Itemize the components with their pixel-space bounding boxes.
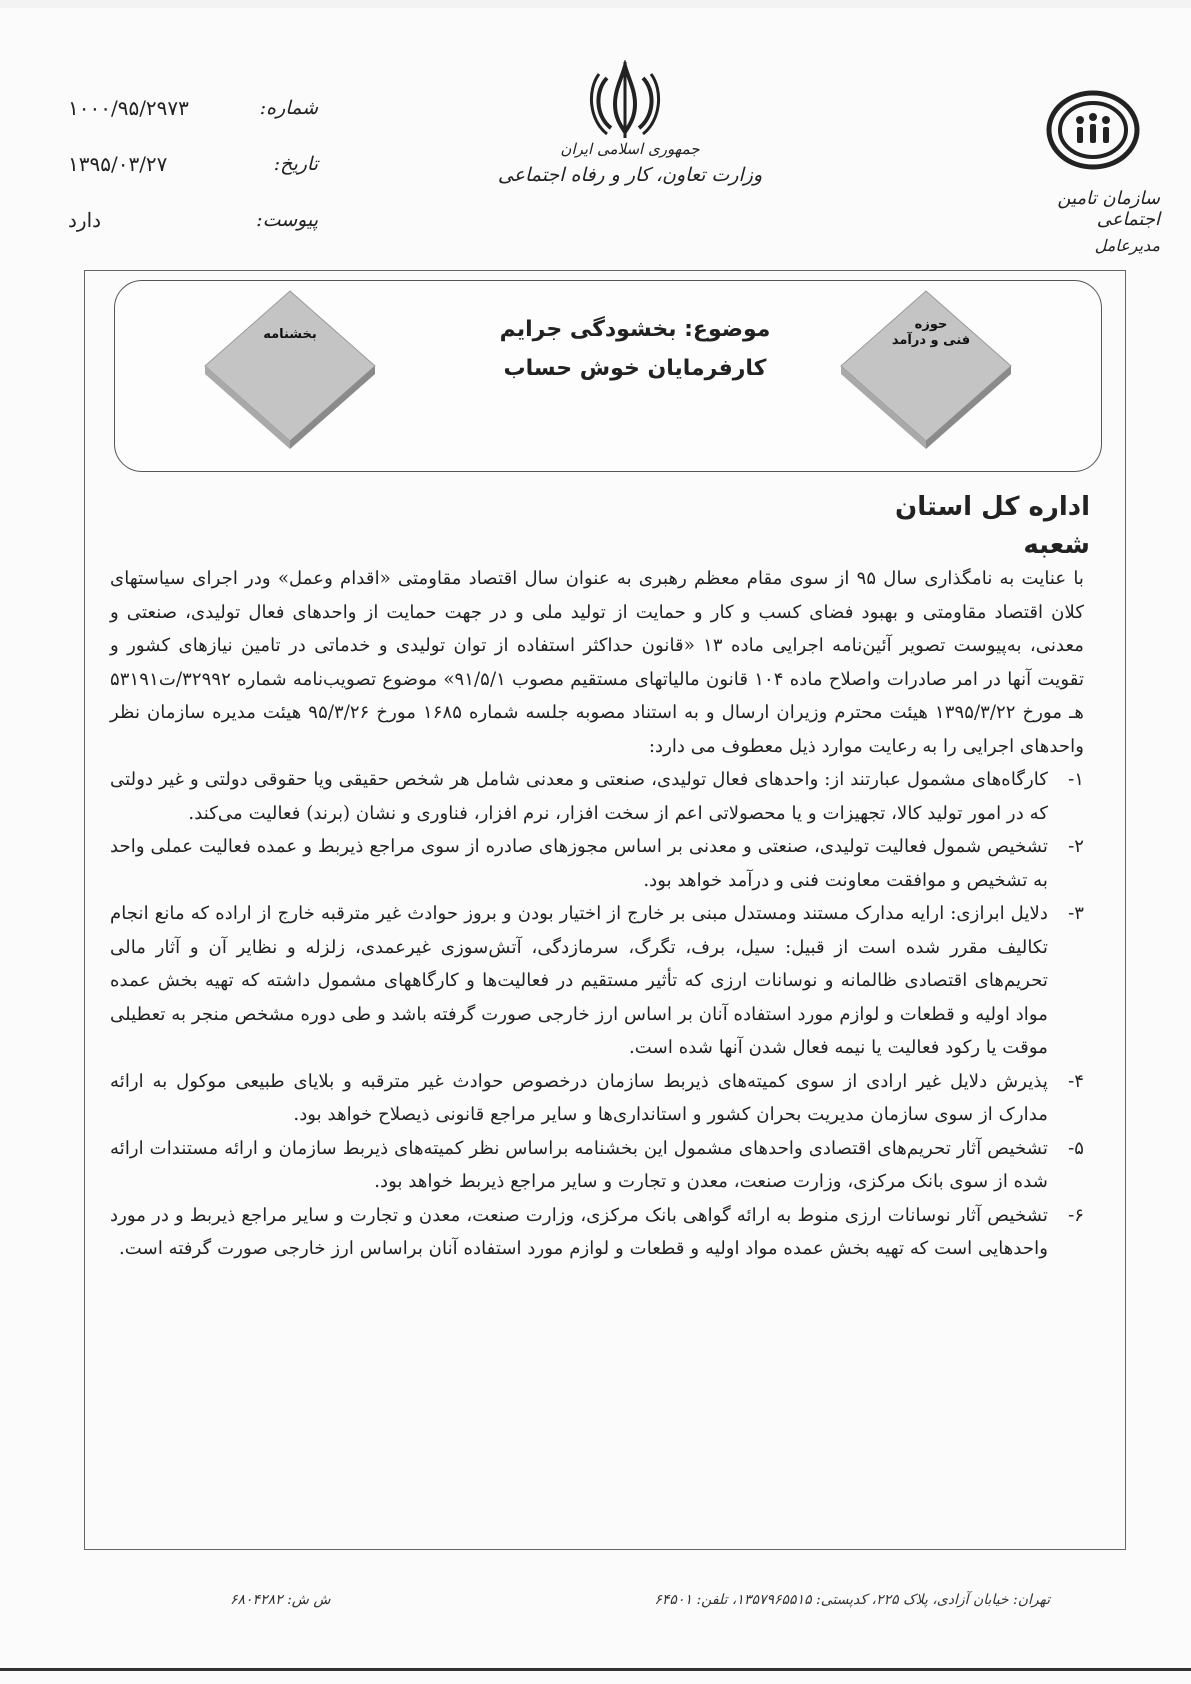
list-item (110, 897, 1084, 1065)
item-number: ۱- (1068, 769, 1084, 790)
footer-address: تهران: خیابان آزادی، پلاک ۲۲۵، کدپستی: ۱۳۵۷۹۶۵۵۱۵، تلفن: ۶۴۵۰۱ (654, 1592, 1050, 1608)
item-number: ۶- (1068, 1204, 1084, 1226)
item-text: پذیرش دلایل غیر ارادی از سوی کمیته‌های ذیربط سازمان درخصوص حوادث غیر مترقبه و بلایای طبیعی موکول به ارائه مدارک از سوی سازمان مدیریت بحران کشور و استانداری‌ها و سایر مراجع قانونی ذیصلاح خواهد بود. (110, 1070, 1048, 1125)
addressee-line2: شعبه (1023, 530, 1090, 560)
item-text: کارگاه‌های مشمول عبارتند از: واحدهای فعال تولیدی، صنعتی و معدنی شامل هر شخص حقیقی ویا حقوقی دولتی و غیر دولتی که در امور تولید کالا، تجهیزات و یا محصولاتی اعم از سخت افزار، نرم افزار، فناوری و نشان (برند) فعالیت می‌کند. (110, 769, 1048, 824)
top-scan-edge (0, 0, 1191, 8)
subject-block (455, 317, 815, 381)
department-label (881, 317, 981, 349)
social-security-logo-icon (1046, 90, 1140, 170)
organization-position: مدیرعامل (1094, 236, 1160, 255)
bottom-scan-edge (0, 1668, 1191, 1671)
ministry-name: وزارت تعاون، کار و رفاه اجتماعی (497, 164, 763, 186)
item-number: ۵- (1068, 1137, 1084, 1159)
item-text: تشخیص آثار تحریم‌های اقتصادی واحدهای مشمول این بخشنامه براساس نظر کمیته‌های ذیربط سازمان و ارائه مستندات ارائه شده از سوی بانک مرکزی، وزارت صنعت، معدن و تجارت و سایر مراجع ذیربط خواهد بود. (110, 1137, 1048, 1192)
letter-body (110, 562, 1084, 1266)
circular-label: بخشنامه (263, 327, 317, 342)
letter-meta (58, 80, 318, 248)
iran-emblem-icon (585, 60, 665, 140)
number-label: شماره: (259, 97, 318, 119)
attachment-row (58, 192, 318, 248)
list-item (110, 1199, 1084, 1266)
organization-name: سازمان تامین اجتماعی (1057, 188, 1160, 230)
item-text: تشخیص شمول فعالیت تولیدی، صنعتی و معدنی بر اساس مجوزهای صادره از سوی مراجع ذیربط و عمده فعالیت عملی واحد به تشخیص و موافقت معاونت فنی و درآمد خواهد بود. (110, 836, 1048, 891)
date-value: ۱۳۹۵/۰۳/۲۷ (68, 152, 168, 176)
country-name: جمهوری اسلامی ایران (560, 140, 700, 158)
attachment-label: پیوست: (256, 209, 318, 231)
number-value: ۱۰۰۰/۹۵/۲۹۷۳ (68, 96, 189, 120)
item-number: ۲- (1068, 836, 1084, 857)
footer-code: ش ش: ۶۸۰۴۲۸۲ (230, 1592, 331, 1608)
government-header (470, 140, 790, 186)
item-text: دلایل ابرازی: ارایه مدارک مستند ومستدل مبنی بر خارج از اختیار بودن و بروز حوادث غیر مترقبه خارج از اراده که مانع انجام تکالیف مقرر شده است از قبیل: سیل، برف، تگرگ، سرمازدگی، آتش‌سوزی غیرعمدی، زلزله و نظایر آن و آثار مالی تحریم‌های اقتصادی ظالمانه و نوسانات ارزی که تأثیر مستقیم در فعالیت‌ها و کارگاههای مشمول داشته که تهیه بخش عمده مواد اولیه و قطعات و لوازم مورد استفاده آنان بر اساس ارز خارجی صورت گرفته باشد و طی دوره مشخص منجر به تعطیلی موقت یا رکود فعالیت یا نیمه فعال شدن آنها شده است. (110, 903, 1048, 1058)
intro-paragraph: با عنایت به نامگذاری سال ۹۵ از سوی مقام معظم رهبری به عنوان سال اقتصاد مقاومتی «اقدام وعمل» ودر اجرای سیاستهای کلان اقتصاد مقاومتی و بهبود فضای کسب و کار و حمایت از تولید ملی و در جهت حمایت از واحدهای فعال تولیدی، صنعتی و معدنی، به‌پیوست تصویر آئین‌نامه اجرایی ماده ۱۳ «قانون حداکثر استفاده از توان تولیدی و خدماتی در تامین نیازهای کشور و تقویت آنها در امر صادرات واصلاح ماده ۱۰۴ قانون مالیاتهای مستقیم مصوب ۹۱/۵/۱» موضوع تصویب‌نامه شماره ۳۲۹۹۲/ت۵۳۱۹۱ هـ مورخ ۱۳۹۵/۳/۲۲ هیئت محترم وزیران ارسال و به استناد مصوبه جلسه شماره ۱۶۸۵ مورخ ۹۵/۳/۲۶ هیئت مدیره سازمان نظر واحدهای اجرایی را به رعایت موارد ذیل معطوف می دارد: (110, 568, 1085, 757)
date-row (58, 136, 318, 192)
list-item (110, 1065, 1084, 1132)
number-row (58, 80, 318, 136)
addressee-line1: اداره کل استان (895, 492, 1090, 522)
list-item (110, 830, 1084, 897)
attachment-value: دارد (68, 208, 102, 232)
item-text: تشخیص آثار نوسانات ارزی منوط به ارائه گواهی بانک مرکزی، وزارت صنعت، معدن و تجارت و سایر مراجع ذیربط و در مورد واحدهایی است که تهیه بخش عمده مواد اولیه و قطعات و لوازم مورد استفاده آنان براساس ارز خارجی صورت گرفته است. (110, 1204, 1048, 1259)
item-number: ۳- (1068, 903, 1084, 924)
organization-header (1010, 188, 1160, 255)
department-label-line1: حوزه (914, 317, 948, 332)
list-item (110, 1132, 1084, 1199)
department-label-line2: فنی و درآمد (891, 333, 971, 348)
subject-title: موضوع: بخشودگی جرایم (499, 317, 771, 342)
date-label: تاریخ: (273, 153, 318, 175)
department-diamond-icon (831, 271, 1021, 461)
circular-diamond-icon (195, 271, 385, 461)
addressee (890, 488, 1090, 564)
letter-footer (230, 1592, 1050, 1608)
subject-banner (114, 280, 1102, 472)
subject-subtitle: کارفرمایان خوش حساب (503, 356, 767, 381)
item-number: ۴- (1068, 1070, 1084, 1092)
list-item (110, 763, 1084, 830)
